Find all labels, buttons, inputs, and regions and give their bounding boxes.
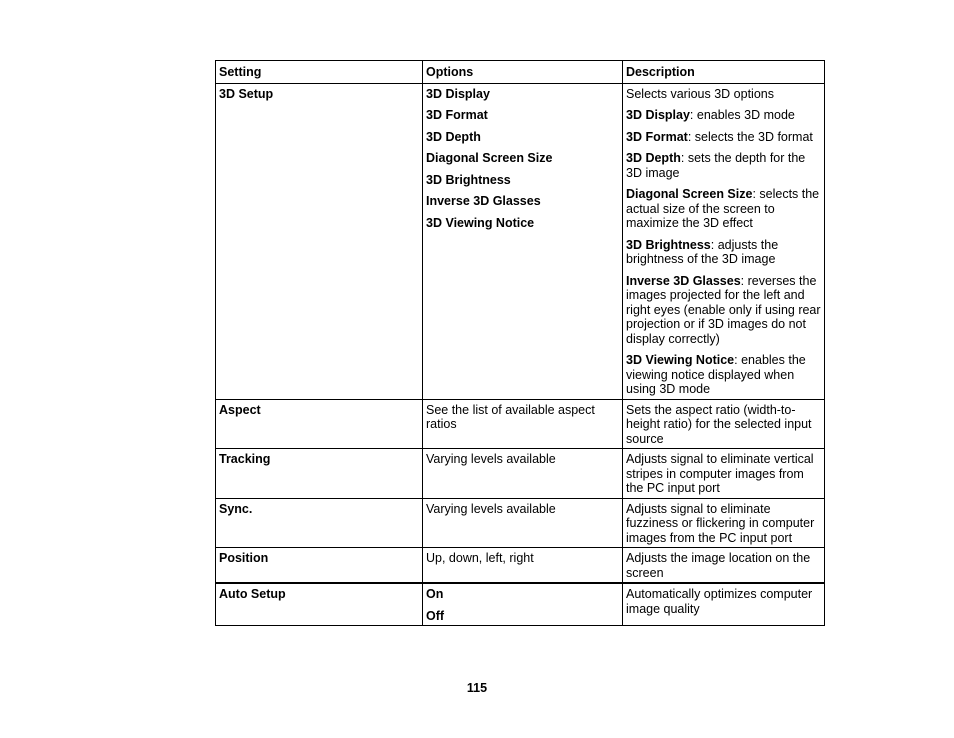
options-cell: See the list of available aspect ratios: [423, 399, 623, 449]
description-cell: Adjusts the image location on the screen: [623, 548, 825, 584]
description-item: [626, 108, 821, 123]
table-row: [216, 399, 825, 449]
setting-cell: Aspect: [216, 399, 423, 449]
description-term: 3D Display: [626, 108, 690, 122]
option-item: 3D Format: [426, 108, 488, 122]
description-item: [626, 151, 821, 180]
header-options: Options: [423, 61, 623, 84]
description-term: Diagonal Screen Size: [626, 187, 753, 201]
description-cell: Sets the aspect ratio (width-to-height ratio) for the selected input source: [623, 399, 825, 449]
setting-cell: Position: [216, 548, 423, 584]
table-row: [216, 83, 825, 399]
description-cell: Adjusts signal to eliminate fuzziness or flickering in computer images from the PC input port: [623, 498, 825, 548]
description-cell: Adjusts signal to eliminate vertical stripes in computer images from the PC input port: [623, 449, 825, 499]
options-cell: [423, 583, 623, 626]
table-row: [216, 583, 825, 626]
setting-cell: Tracking: [216, 449, 423, 499]
option-item: 3D Display: [426, 86, 490, 101]
description-term: 3D Brightness: [626, 237, 711, 252]
description-item: [626, 274, 821, 347]
description-item: [626, 130, 821, 145]
description-text: : adjusts the brightness of the 3D image: [626, 237, 779, 266]
description-text: : enables 3D mode: [689, 108, 795, 122]
description-text: : selects the 3D format: [687, 129, 813, 144]
options-cell: [423, 83, 623, 399]
description-term: 3D Format: [626, 129, 688, 144]
option-item: 3D Depth: [426, 129, 481, 144]
description-item: [626, 238, 821, 267]
option-item: 3D Brightness: [426, 172, 511, 187]
table-row: [216, 548, 825, 584]
page-number: 115: [466, 681, 488, 695]
description-cell: [623, 83, 825, 399]
description-intro: Selects various 3D options: [626, 86, 774, 101]
description-item: [626, 187, 821, 231]
option-item: Off: [426, 608, 445, 623]
description-text: : enables the viewing notice displayed when using 3D mode: [626, 353, 806, 396]
header-setting: Setting: [216, 61, 423, 84]
table-row: [216, 449, 825, 499]
options-cell: Up, down, left, right: [423, 548, 623, 584]
options-cell: Varying levels available: [423, 449, 623, 499]
option-item: Inverse 3D Glasses: [426, 194, 541, 208]
option-item: On: [426, 587, 444, 601]
option-item: 3D Viewing Notice: [426, 215, 535, 230]
table-header-row: [216, 61, 825, 84]
description-term: 3D Viewing Notice: [626, 353, 735, 367]
settings-table: [215, 60, 825, 626]
option-item: Diagonal Screen Size: [426, 151, 553, 165]
options-cell: Varying levels available: [423, 498, 623, 548]
description-term: Inverse 3D Glasses: [626, 273, 741, 288]
table-row: [216, 498, 825, 548]
description-text: : reverses the images projected for the left and right eyes (enable only if using rear projection or if 3D images do not display correctly): [626, 273, 821, 346]
description-text: : sets the depth for the 3D image: [626, 151, 806, 180]
header-description: Description: [623, 61, 825, 84]
description-text: : selects the actual size of the screen to maximize the 3D effect: [626, 187, 820, 230]
description-cell: Automatically optimizes computer image quality: [623, 583, 825, 626]
setting-cell: Sync.: [216, 498, 423, 548]
setting-cell: Auto Setup: [216, 583, 423, 626]
description-term: 3D Depth: [626, 151, 681, 165]
setting-cell: 3D Setup: [216, 83, 423, 399]
description-item: [626, 353, 821, 397]
